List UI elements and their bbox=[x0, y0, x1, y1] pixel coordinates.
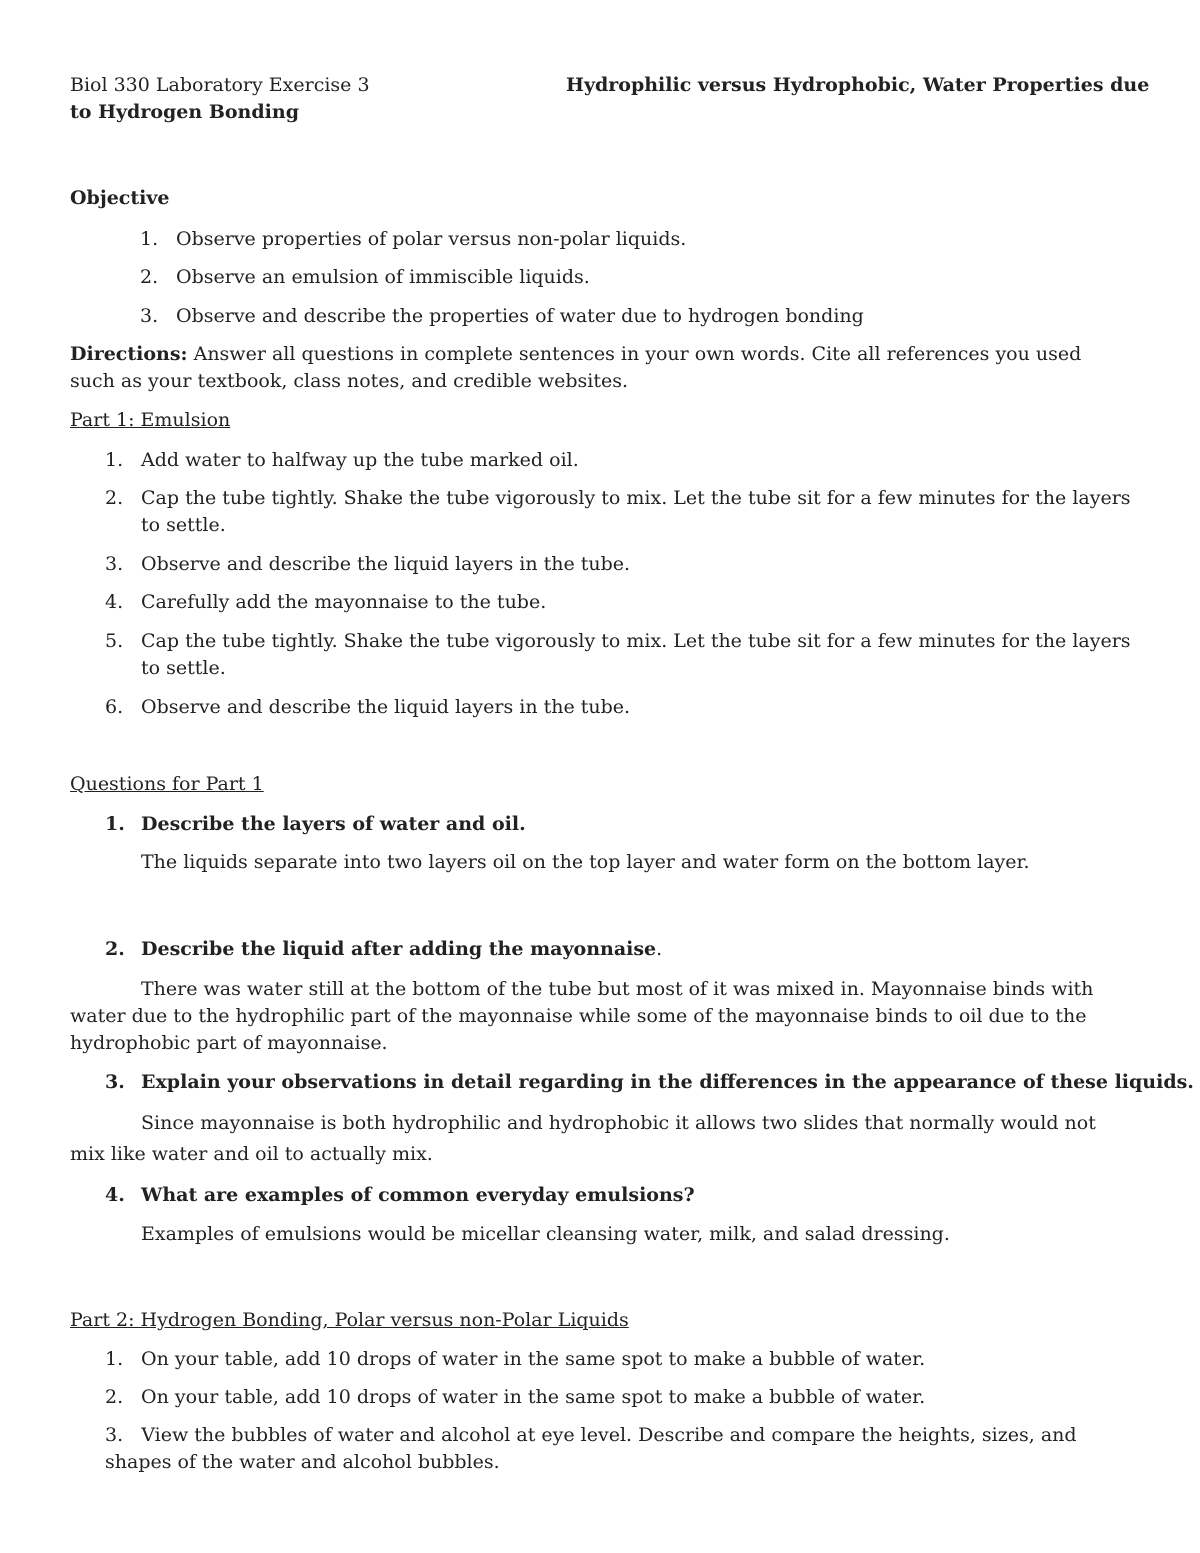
question-number: 4. bbox=[105, 1184, 125, 1206]
part1-step-text: Add water to halfway up the tube marked oil. bbox=[141, 449, 579, 471]
objective-heading: Objective bbox=[70, 187, 170, 209]
part2-step-text: On your table, add 10 drops of water in the same spot to make a bubble of water. bbox=[141, 1348, 926, 1370]
question-tail: . bbox=[656, 938, 663, 960]
part2-heading: Part 2: Hydrogen Bonding, Polar versus non-Polar Liquids bbox=[70, 1309, 629, 1331]
part1-step-number: 1. bbox=[105, 449, 124, 471]
part2-step-number: 3. bbox=[105, 1424, 124, 1446]
part1-step-text: Carefully add the mayonnaise to the tube. bbox=[141, 591, 547, 613]
question-text: What are examples of common everyday emulsions? bbox=[141, 1184, 695, 1206]
objective-item-text: Observe and describe the properties of water due to hydrogen bonding bbox=[176, 305, 864, 327]
header-right-title: Hydrophilic versus Hydrophobic, Water Properties due bbox=[566, 74, 1150, 96]
part1-step-text: Observe and describe the liquid layers in the tube. bbox=[141, 696, 631, 718]
question-text: Describe the liquid after adding the mayonnaise bbox=[141, 938, 657, 960]
answer-text: Examples of emulsions would be micellar cleansing water, milk, and salad dressing. bbox=[141, 1223, 950, 1245]
directions-label: Directions: bbox=[70, 343, 188, 365]
question-text: Explain your observations in detail regarding in the differences in the appearance of these liquids. bbox=[141, 1071, 1194, 1093]
part2-step-number: 1. bbox=[105, 1348, 124, 1370]
part1-step-number: 3. bbox=[105, 553, 124, 575]
answer-text: The liquids separate into two layers oil on the top layer and water form on the bottom layer. bbox=[141, 851, 1030, 873]
questions1-heading: Questions for Part 1 bbox=[70, 773, 264, 795]
part1-step-number: 6. bbox=[105, 696, 124, 718]
question-number: 2. bbox=[105, 938, 125, 960]
question-text: Describe the layers of water and oil. bbox=[141, 813, 526, 835]
part1-step-text: Observe and describe the liquid layers in the tube. bbox=[141, 553, 631, 575]
header-left: Biol 330 Laboratory Exercise 3 bbox=[70, 74, 370, 96]
directions-text: Answer all questions in complete sentences in your own words. Cite all references you used such as your textbook, class notes, and credible websites. bbox=[70, 343, 1082, 392]
objective-item-text: Observe properties of polar versus non-polar liquids. bbox=[176, 228, 687, 250]
part1-step-number: 5. bbox=[105, 630, 124, 652]
part2-step-item bbox=[105, 1422, 1135, 1476]
objective-item-number: 2. bbox=[140, 266, 159, 288]
part2-step-text: View the bubbles of water and alcohol at eye level. Describe and compare the heights, sizes, and shapes of the water and alcohol bubbles. bbox=[105, 1424, 1077, 1473]
part1-step-number: 4. bbox=[105, 591, 124, 613]
part1-heading: Part 1: Emulsion bbox=[70, 409, 231, 431]
part1-step-number: 2. bbox=[105, 487, 124, 509]
question-number: 3. bbox=[105, 1071, 125, 1093]
answer-text: There was water still at the bottom of the tube but most of it was mixed in. Mayonnaise binds with water due to the hydrophilic part of the mayonnaise while some of the mayonnaise binds to oil due to the hydrophobic part of mayonnaise. bbox=[70, 978, 1094, 1054]
part2-step-text: On your table, add 10 drops of water in the same spot to make a bubble of water. bbox=[141, 1386, 926, 1408]
header-title-continuation: to Hydrogen Bonding bbox=[70, 101, 299, 123]
objective-item-text: Observe an emulsion of immiscible liquids. bbox=[176, 266, 590, 288]
directions-paragraph bbox=[70, 341, 1132, 395]
part1-step-text: Cap the tube tightly. Shake the tube vigorously to mix. Let the tube sit for a few minutes for the layers to settle. bbox=[141, 487, 1131, 536]
objective-item-number: 1. bbox=[140, 228, 159, 250]
answer-text: Since mayonnaise is both hydrophilic and hydrophobic it allows two slides that normally would not mix like water and oil to actually mix. bbox=[70, 1112, 1096, 1165]
part1-step-text: Cap the tube tightly. Shake the tube vigorously to mix. Let the tube sit for a few minutes for the layers to settle. bbox=[141, 630, 1131, 679]
question-number: 1. bbox=[105, 813, 125, 835]
question-line bbox=[141, 936, 662, 963]
part2-step-number: 2. bbox=[105, 1386, 124, 1408]
objective-item-number: 3. bbox=[140, 305, 159, 327]
